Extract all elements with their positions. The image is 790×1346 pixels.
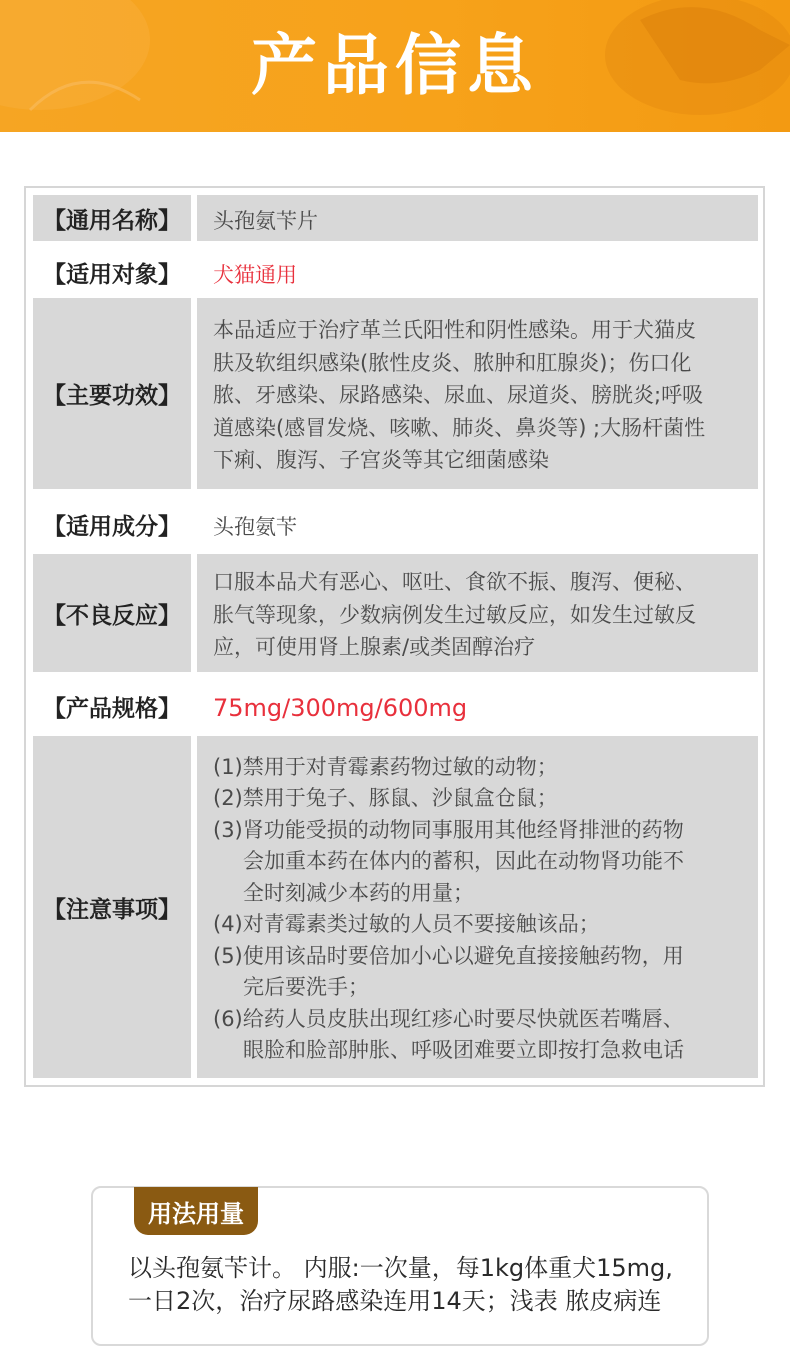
text-line: (3)肾功能受损的动物同事服用其他经肾排泄的药物 <box>213 817 684 842</box>
text-line: 口服本品犬有恶心、呕吐、食欲不振、腹泻、便秘、 <box>213 570 696 595</box>
text-line: 道感染(感冒发烧、咳嗽、肺炎、鼻炎等) ;大肠杆菌性 <box>213 415 706 440</box>
row-value <box>197 554 758 672</box>
table-row-efficacy <box>33 298 758 489</box>
table-row-adverse-reactions <box>33 554 758 672</box>
row-value <box>197 298 758 489</box>
text-line: 以头孢氨苄计。 内服:一次量，每1kg体重犬15mg, <box>128 1254 673 1282</box>
row-label: 【产品规格】 <box>43 695 181 722</box>
row-label: 【适用成分】 <box>43 513 181 540</box>
row-value <box>197 736 758 1078</box>
row-label: 【通用名称】 <box>33 195 191 241</box>
text-line: 胀气等现象，少数病例发生过敏反应，如发生过敏反 <box>213 602 696 627</box>
table-row-generic-name <box>33 195 758 241</box>
text-line: 会加重本药在体内的蓄积，因此在动物肾功能不 <box>243 849 684 873</box>
page-title: 产品信息 <box>251 27 539 104</box>
text-line: (6)给药人员皮肤出现红疹心时要尽快就医若嘴唇、 <box>213 1006 684 1031</box>
row-value: 犬猫通用 <box>213 263 297 287</box>
text-line: 下痢、腹泻、子宫炎等其它细菌感染 <box>213 448 549 473</box>
text-line: (4)对青霉素类过敏的人员不要接触该品； <box>213 912 600 936</box>
text-line: 完后要洗手； <box>243 975 369 999</box>
row-value: 75mg/300mg/600mg <box>213 694 468 722</box>
row-value: 头孢氨苄片 <box>197 195 758 241</box>
text-line: (2)禁用于兔子、豚鼠、沙鼠盒仓鼠； <box>213 786 558 810</box>
row-value: 头孢氨苄 <box>213 515 297 539</box>
usage-text <box>128 1252 698 1318</box>
header-banner <box>0 0 790 132</box>
text-line: 脓、牙感染、尿路感染、尿血、尿道炎、膀胱炎;呼吸 <box>213 383 704 408</box>
table-row-specification <box>33 682 758 730</box>
text-line: 一日2次，治疗尿路感染连用14天；浅表 脓皮病连 <box>128 1287 662 1315</box>
usage-tag: 用法用量 <box>134 1187 258 1235</box>
text-line: 应，可使用肾上腺素/或类固醇治疗 <box>213 635 536 660</box>
row-label: 【注意事项】 <box>33 736 191 1078</box>
text-line: 肤及软组织感染(脓性皮炎、脓肿和肛腺炎)；伤口化 <box>213 350 692 375</box>
text-line: 本品适应于治疗革兰氏阳性和阴性感染。用于犬猫皮 <box>213 318 696 343</box>
text-line: 全时刻减少本药的用量； <box>243 880 474 905</box>
row-label: 【适用对象】 <box>43 261 181 288</box>
table-row-precautions <box>33 736 758 1078</box>
row-label: 【不良反应】 <box>33 554 191 672</box>
text-line: 眼脸和脸部肿胀、呼吸团难要立即按打急救电话 <box>243 1038 684 1062</box>
text-line: (5)使用该品时要倍加小心以避免直接接触药物，用 <box>213 943 684 968</box>
table-row-ingredient <box>33 500 758 548</box>
text-line: (1)禁用于对青霉素药物过敏的动物； <box>213 754 558 779</box>
row-label: 【主要功效】 <box>33 298 191 489</box>
table-row-target <box>33 249 758 295</box>
